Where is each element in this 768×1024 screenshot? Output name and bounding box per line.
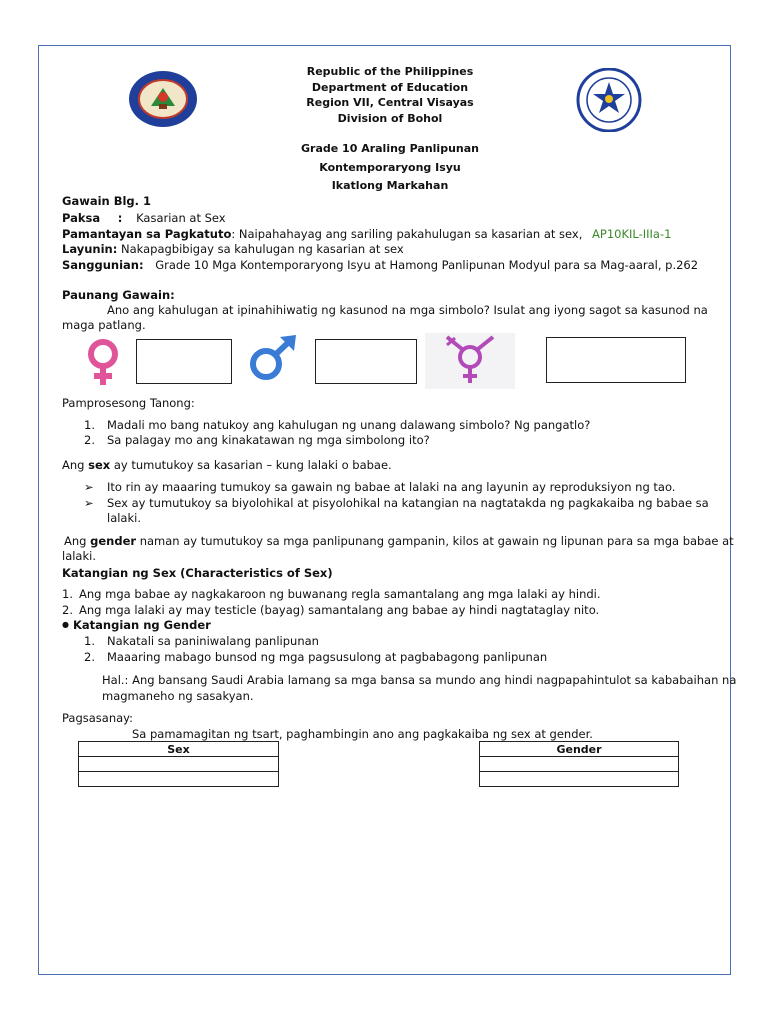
gender-char-2: Maaaring mabago bunsod ng mga pagsusulong at pagbabagong panlipunan xyxy=(107,650,548,664)
sex-characteristics-heading: Katangian ng Sex (Characteristics of Sex) xyxy=(62,566,333,580)
sex-def-post: ay tumutukoy sa kasarian – kung lalaki o babae. xyxy=(110,458,392,472)
gender-def-post: naman ay tumutukoy sa mga panlipunang gampanin, kilos at gawain ng lipunan para sa mga babae at xyxy=(136,534,734,548)
sex-char-2-num: 2. xyxy=(62,603,73,617)
arrow-bullet-2-icon: ➢ xyxy=(84,496,94,510)
quarter-line: Ikatlong Markahan xyxy=(331,179,449,192)
paksa-row xyxy=(62,211,226,225)
male-answer-box[interactable] xyxy=(315,339,417,384)
gender-characteristics-heading: Katangian ng Gender xyxy=(73,618,211,632)
header-division: Division of Bohol xyxy=(337,111,443,125)
example-line-1: Hal.: Ang bansang Saudi Arabia lamang sa mga bansa sa mundo ang hindi nagpapahintulot sa kababaihan na xyxy=(102,673,737,687)
gender-definition xyxy=(64,534,734,548)
transgender-symbol-icon xyxy=(425,333,515,389)
gender-chart-table xyxy=(479,741,679,787)
sex-char-2: Ang mga lalaki ay may testicle (bayag) samantalang ang babae ay hindi nagtataglay nito. xyxy=(79,603,600,617)
sex-chart-table xyxy=(78,741,279,787)
gender-term: gender xyxy=(90,534,137,548)
pamprosesong-label: Pamprosesong Tanong: xyxy=(62,396,195,410)
question-1: Madali mo bang natukoy ang kahulugan ng unang dalawang simbolo? Ng pangatlo? xyxy=(107,418,591,432)
sex-bullet-1: Ito rin ay maaaring tumukoy sa gawain ng babae at lalaki na ang layunin ay reproduksiyon ng tao. xyxy=(107,480,676,494)
sanggunian-label: Sanggunian: xyxy=(62,258,144,272)
sex-bullet-2-line-2: lalaki. xyxy=(107,511,141,525)
deped-bohol-seal xyxy=(128,70,198,128)
sex-cell-1[interactable] xyxy=(79,757,279,772)
paksa-label: Paksa xyxy=(62,211,101,225)
paunang-label: Paunang Gawain: xyxy=(62,288,175,302)
gender-char-2-num: 2. xyxy=(84,650,95,664)
gender-char-1-num: 1. xyxy=(84,634,95,648)
activity-number: Gawain Blg. 1 xyxy=(62,194,152,208)
sanggunian-row xyxy=(62,258,698,272)
sex-cell-2[interactable] xyxy=(79,772,279,787)
pamantayan-row xyxy=(62,227,671,241)
deped-national-seal xyxy=(575,68,643,132)
competency-code: AP10KIL-IIIa-1 xyxy=(592,227,672,241)
pagsasanay-instruction: Sa pamamagitan ng tsart, paghambingin ano ang pagkakaiba ng sex at gender. xyxy=(132,727,593,741)
male-symbol-icon xyxy=(244,334,300,384)
subject-line: Kontemporaryong Isyu xyxy=(319,160,461,174)
pamantayan-value: : Naipahahayag ang sariling pakahulugan sa kasarian at sex, xyxy=(231,227,583,241)
sex-column-header: Sex xyxy=(79,742,279,757)
gender-definition-line-2: lalaki. xyxy=(62,549,96,563)
sex-definition xyxy=(62,458,392,472)
paksa-value: Kasarian at Sex xyxy=(136,211,226,225)
question-2: Sa palagay mo ang kinakatawan ng mga simbolong ito? xyxy=(107,433,430,447)
gender-def-pre: Ang xyxy=(64,534,91,548)
header-department: Department of Education xyxy=(311,80,469,94)
sex-def-pre: Ang xyxy=(62,458,89,472)
female-answer-box[interactable] xyxy=(136,339,232,384)
pamantayan-label: Pamantayan sa Pagkatuto xyxy=(62,227,232,241)
layunin-value: Nakapagbibigay sa kahulugan ng kasarian at sex xyxy=(121,242,404,256)
paunang-instruction-1: Ano ang kahulugan at ipinahihiwatig ng kasunod na mga simbolo? Isulat ang iyong sagot sa kasunod na xyxy=(107,303,708,317)
example-line-2: magmaneho ng sasakyan. xyxy=(102,689,254,703)
layunin-label: Layunin: xyxy=(62,242,118,256)
gender-cell-2[interactable] xyxy=(480,772,679,787)
gender-column-header: Gender xyxy=(480,742,679,757)
header-republic: Republic of the Philippines xyxy=(306,65,474,78)
pagsasanay-label: Pagsasanay: xyxy=(62,711,134,725)
question-1-num: 1. xyxy=(84,418,95,432)
gender-char-1: Nakatali sa paniniwalang panlipunan xyxy=(107,634,319,648)
sex-term: sex xyxy=(88,458,111,472)
paksa-sep: : xyxy=(117,211,123,225)
sex-char-1: Ang mga babae ay nagkakaroon ng buwanang regla samantalang ang mga lalaki ay hindi. xyxy=(79,587,601,601)
sex-char-1-num: 1. xyxy=(62,587,73,601)
arrow-bullet-1-icon: ➢ xyxy=(84,480,94,494)
sex-bullet-2-line-1: Sex ay tumutukoy sa biyolohikal at pisyolohikal na katangian na nagtatakda ng pagkakaiba ng babae sa xyxy=(107,496,709,510)
transgender-answer-box[interactable] xyxy=(546,337,686,383)
gender-heading-bullet-icon: ● xyxy=(62,620,69,629)
header-region: Region VII, Central Visayas xyxy=(306,96,474,109)
layunin-row xyxy=(62,242,404,256)
grade-line: Grade 10 Araling Panlipunan xyxy=(301,142,479,155)
course-title xyxy=(200,140,580,196)
gender-cell-1[interactable] xyxy=(480,757,679,772)
letterhead xyxy=(200,64,580,126)
question-2-num: 2. xyxy=(84,433,95,447)
female-symbol-icon xyxy=(82,337,124,387)
paunang-instruction-2: maga patlang. xyxy=(62,318,146,332)
sanggunian-value: Grade 10 Mga Kontemporaryong Isyu at Hamong Panlipunan Modyul para sa Mag-aaral, p.262 xyxy=(155,258,699,272)
